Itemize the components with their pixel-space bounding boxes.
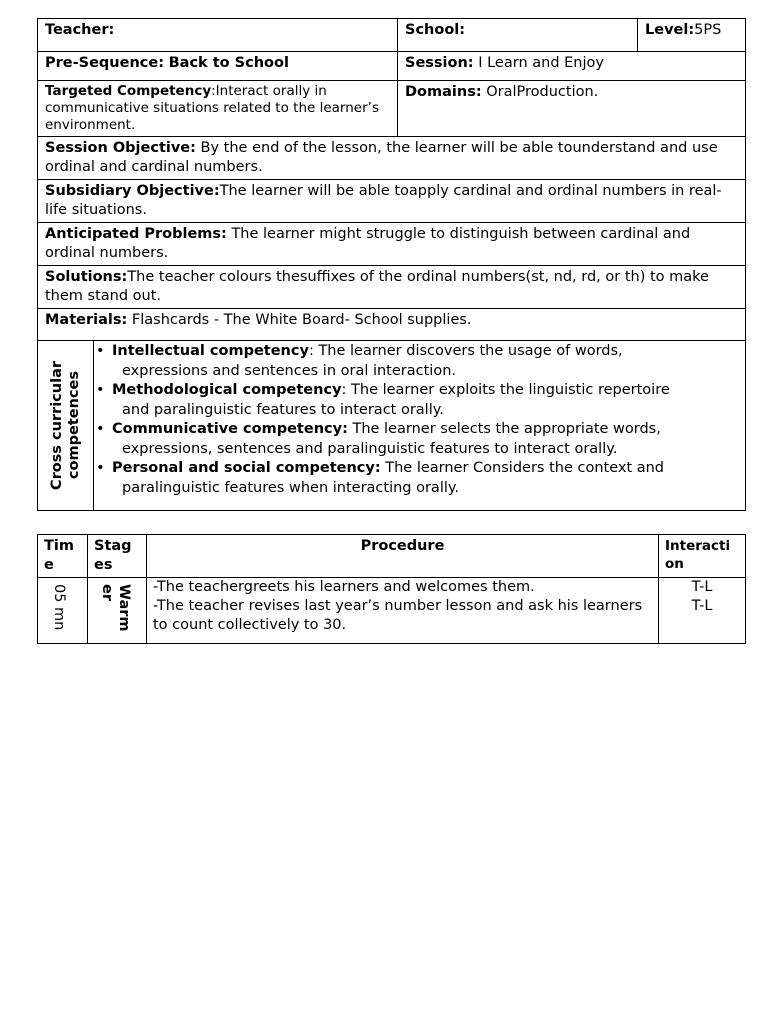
cross-curricular-row xyxy=(38,341,746,511)
stages-header xyxy=(88,535,147,578)
pre-sequence-label: Pre-Sequence: xyxy=(45,55,164,71)
procedure-cell xyxy=(147,578,659,644)
competency-label: Personal and social competency: xyxy=(112,460,381,476)
interaction-cell xyxy=(659,578,746,644)
anticipated-problems-text: The learner might struggle to distinguish between cardinal and ordinal numbers. xyxy=(45,226,691,261)
level-value: 5PS xyxy=(694,22,722,38)
time-header xyxy=(38,535,88,578)
competency-label: Methodological competency xyxy=(112,382,342,398)
list-item xyxy=(96,381,741,420)
subsidiary-objective-label: Subsidiary Objective: xyxy=(45,183,220,199)
targeted-competency-cell xyxy=(38,81,398,137)
competency-sep: : xyxy=(308,343,314,359)
competency-label: Communicative competency: xyxy=(112,421,348,437)
session-cell xyxy=(398,52,746,81)
bullet-icon: • xyxy=(96,421,105,437)
bullet-icon: • xyxy=(96,382,105,398)
level-label: Level: xyxy=(645,22,695,38)
anticipated-problems-row xyxy=(38,223,746,266)
procedure-table xyxy=(37,534,746,644)
procedure-header xyxy=(147,535,659,578)
cross-curricular-title-line1: Cross curricular xyxy=(48,360,65,491)
materials-row xyxy=(38,309,746,341)
interaction-header xyxy=(659,535,746,578)
materials-text: Flashcards - The White Board- School supplies. xyxy=(131,312,472,328)
cross-curricular-title-wrap xyxy=(38,342,93,510)
cross-curricular-title xyxy=(49,361,83,490)
anticipated-problems-cell xyxy=(38,223,746,266)
procedure-header-label: Procedure xyxy=(360,538,445,554)
competency-text-cont: expressions, sentences and paralinguistic features to interact orally. xyxy=(122,440,618,457)
solutions-label: Solutions: xyxy=(45,269,128,285)
school-cell xyxy=(398,19,638,52)
competency-text: The learner selects the appropriate words, xyxy=(352,421,661,437)
bullet-icon: • xyxy=(96,343,105,359)
procedure-step: -The teacher revises last year’s number lesson and ask his learners to count collectively to 30. xyxy=(153,598,643,633)
solutions-text: The teacher colours thesuffixes of the ordinal numbers(st, nd, rd, or th) to make them stand out. xyxy=(45,269,709,304)
domains-value: OralProduction. xyxy=(486,84,599,100)
lesson-plan-table xyxy=(37,18,746,511)
level-cell xyxy=(638,19,746,52)
interaction-value: T-L xyxy=(691,579,713,595)
session-value: I Learn and Enjoy xyxy=(478,55,604,71)
procedure-step: -The teachergreets his learners and welcomes them. xyxy=(153,579,535,595)
cross-curricular-list-cell xyxy=(94,341,746,511)
competency-sep: : xyxy=(341,382,347,398)
competency-text-cont: and paralinguistic features to interact orally. xyxy=(122,401,444,418)
stage-value: Warmer xyxy=(99,584,132,632)
session-objective-cell xyxy=(38,137,746,180)
competency-text: The learner exploits the linguistic repertoire xyxy=(351,382,670,398)
cross-curricular-title-cell xyxy=(38,341,94,511)
list-item xyxy=(96,459,741,498)
session-objective-text: By the end of the lesson, the learner will be able tounderstand and use ordinal and cardinal numbers. xyxy=(45,140,718,175)
subsidiary-objective-row xyxy=(38,180,746,223)
bullet-icon: • xyxy=(96,460,105,476)
cross-curricular-title-line2: competences xyxy=(65,371,82,480)
teacher-cell xyxy=(38,19,398,52)
competency-label: Intellectual competency xyxy=(112,343,309,359)
targeted-competency-label: Targeted Competency xyxy=(45,83,212,99)
teacher-label: Teacher: xyxy=(45,22,115,38)
domains-label: Domains: xyxy=(405,84,482,100)
competency-text-cont: expressions and sentences in oral interaction. xyxy=(122,362,456,379)
pre-sequence-value: Back to School xyxy=(168,55,289,71)
domains-cell xyxy=(398,81,746,137)
competency-text: The learner discovers the usage of words, xyxy=(318,343,623,359)
list-item xyxy=(96,420,741,459)
time-cell xyxy=(38,578,88,644)
competency-row xyxy=(38,81,746,137)
interaction-header-label: Interaction xyxy=(665,538,731,572)
interaction-value: T-L xyxy=(691,598,713,614)
list-item xyxy=(96,342,741,381)
competency-text: The learner Considers the context and xyxy=(385,460,665,476)
targeted-competency-text: :Interact orally in communicative situations related to the learner’s environment. xyxy=(45,83,379,133)
subsidiary-objective-text: The learner will be able toapply cardinal and ordinal numbers in real-life situations. xyxy=(45,183,722,218)
competency-text-cont: paralinguistic features when interacting orally. xyxy=(122,479,459,496)
header-row-1 xyxy=(38,19,746,52)
solutions-cell xyxy=(38,266,746,309)
anticipated-problems-label: Anticipated Problems: xyxy=(45,226,227,242)
session-label: Session: xyxy=(405,55,474,71)
subsidiary-objective-cell xyxy=(38,180,746,223)
stage-cell xyxy=(88,578,147,644)
session-objective-label: Session Objective: xyxy=(45,140,196,156)
time-header-label: Time xyxy=(44,538,74,573)
materials-cell xyxy=(38,309,746,341)
table-row xyxy=(38,578,746,644)
session-objective-row xyxy=(38,137,746,180)
pre-sequence-cell xyxy=(38,52,398,81)
procedure-header-row xyxy=(38,535,746,578)
materials-label: Materials: xyxy=(45,312,128,328)
competency-list xyxy=(96,342,741,498)
header-row-2 xyxy=(38,52,746,81)
stages-header-label: Stages xyxy=(94,538,132,573)
solutions-row xyxy=(38,266,746,309)
school-label: School: xyxy=(405,22,466,38)
time-value: 05 mn xyxy=(51,584,67,631)
